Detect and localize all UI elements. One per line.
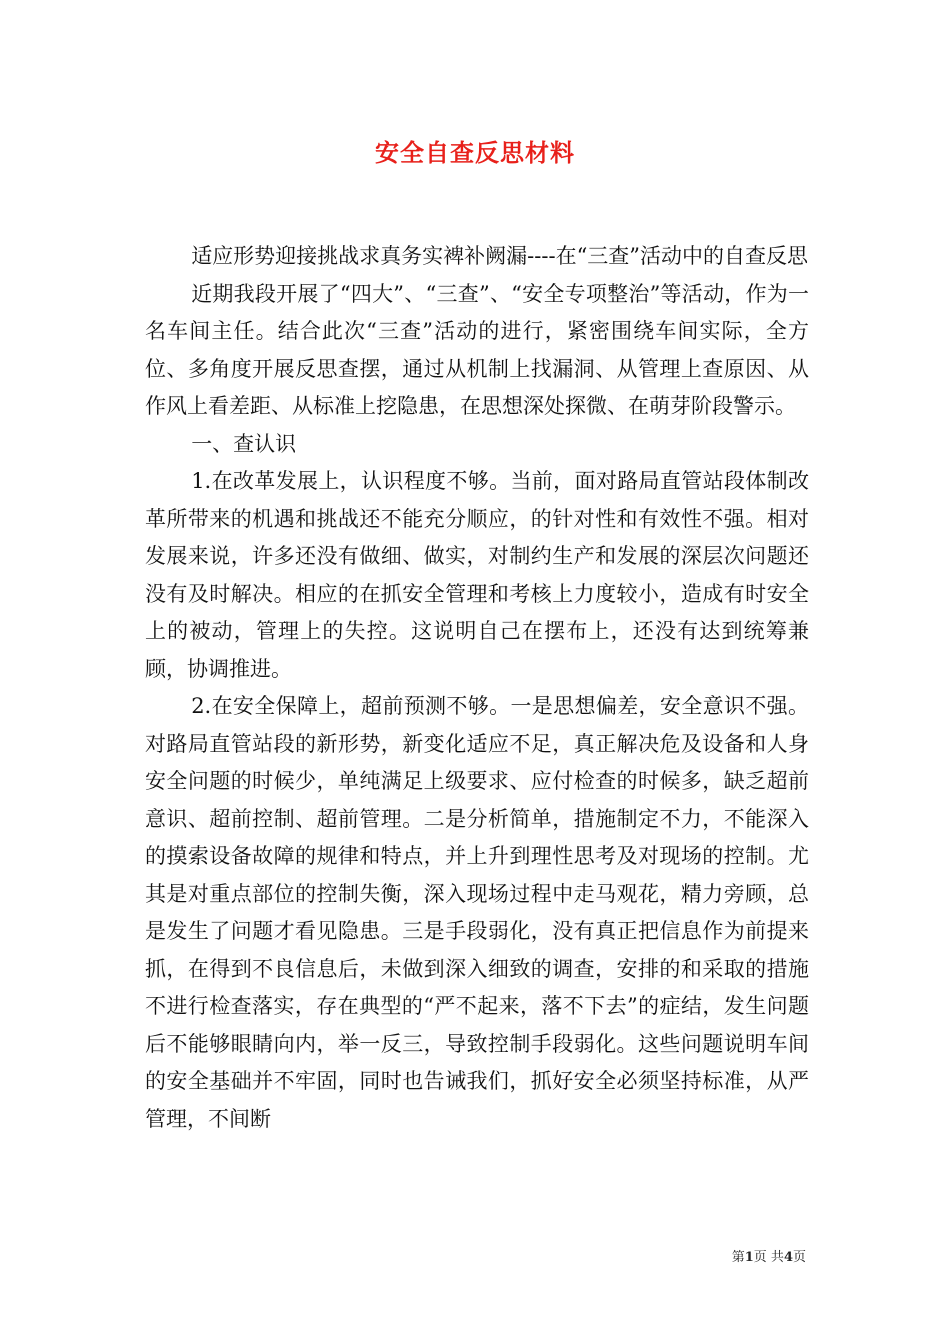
intro-paragraph: 近期我段开展了“四大”、“三查”、“安全专项整治”等活动，作为一名车间主任。结合此次“三查”活动的进行，紧密围绕车间实际，全方位、多角度开展反思查摆，通过从机制上找漏洞、从管理上查原因、从作风上看差距、从标准上挖隐患，在思想深处探微、在萌芽阶段警示。 (145, 281, 809, 418)
document-body (145, 238, 809, 1138)
footer-middle: 页 共 (753, 1250, 784, 1265)
page-number-footer (732, 1246, 806, 1265)
page-title: 安全自查反思材料 (375, 138, 575, 167)
body-paragraph: 2.在安全保障上，超前预测不够。一是思想偏差，安全意识不强。对路局直管站段的新形势，新变化适应不足，真正解决危及设备和人身安全问题的时候少，单纯满足上级要求、应付检查的时候多，缺乏超前意识、超前控制、超前管理。二是分析简单，措施制定不力，不能深入的摸索设备故障的规律和特点，并上升到理性思考及对现场的控制。尤其是对重点部位的控制失衡，深入现场过程中走马观花，精力旁顾，总是发生了问题才看见隐患。三是手段弱化，没有真正把信息作为前提来抓，在得到不良信息后，未做到深入细致的调查，安排的和采取的措施不进行检查落实，存在典型的“严不起来，落不下去”的症结，发生问题后不能够眼睛向内，举一反三，导致控制手段弱化。这些问题说明车间的安全基础并不牢固，同时也告诫我们，抓好安全必须坚持标准，从严管理，不间断 (145, 694, 809, 1131)
footer-prefix: 第 (731, 1250, 745, 1265)
total-pages-number: 4 (783, 1250, 793, 1265)
body-paragraph: 1.在改革发展上，认识程度不够。当前，面对路局直管站段体制改革所带来的机遇和挑战还不能充分顺应，的针对性和有效性不强。相对发展来说，许多还没有做细、做实，对制约生产和发展的深层次问题还没有及时解决。相应的在抓安全管理和考核上力度较小，造成有时安全上的被动，管理上的失控。这说明自己在摆布上，还没有达到统筹兼顾，协调推进。 (145, 469, 809, 681)
current-page-number: 1 (744, 1250, 754, 1265)
section-heading: 一、查认识 (191, 431, 297, 456)
subtitle-paragraph: 适应形势迎接挑战求真务实裨补阙漏----在“三查”活动中的自查反思 (191, 244, 809, 268)
footer-suffix: 页 (792, 1250, 806, 1265)
